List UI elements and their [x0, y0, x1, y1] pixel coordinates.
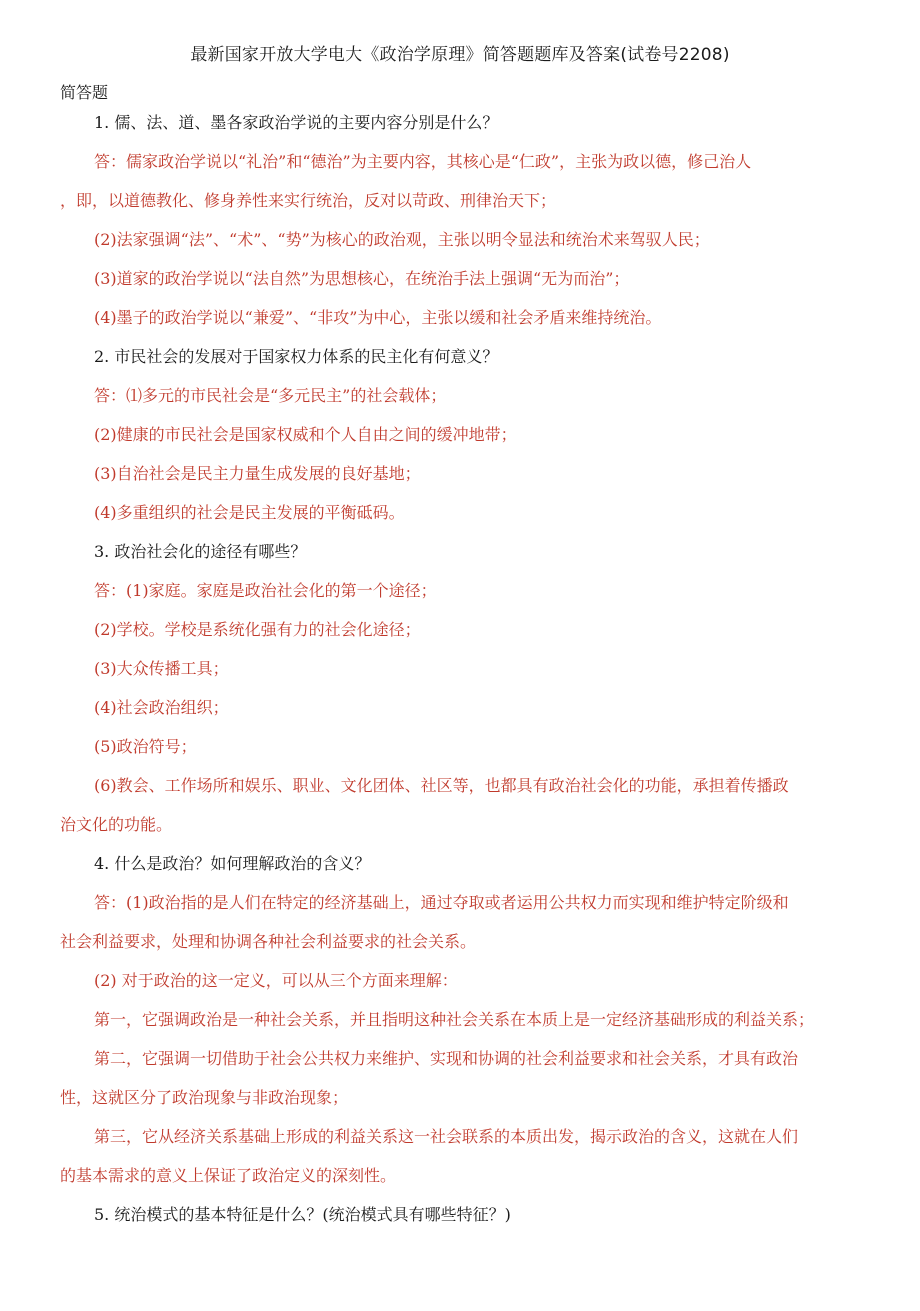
answer-line: 答：(1)家庭。家庭是政治社会化的第一个途径；	[94, 581, 437, 600]
answer-line: ，即，以道德教化、修身养性来实行统治，反对以苛政、刑律治天下；	[60, 191, 557, 210]
answer-line: (4)多重组织的社会是民主发展的平衡砥码。	[94, 503, 405, 522]
answer-line: 第二，它强调一切借助于社会公共权力来维护、实现和协调的社会利益要求和社会关系，才具有政治	[94, 1049, 799, 1068]
answer-line: (5)政治符号；	[94, 737, 197, 756]
answer-line: (3)大众传播工具；	[94, 659, 229, 678]
answer-line: (2)法家强调“法”、“术”、“势”为核心的政治观，主张以明令显法和统治术来驾驭人民；	[94, 230, 710, 249]
answer-line: (2) 对于政治的这一定义，可以从三个方面来理解：	[94, 971, 458, 990]
question-line: 3. 政治社会化的途径有哪些？	[94, 542, 307, 561]
question-line: 1. 儒、法、道、墨各家政治学说的主要内容分别是什么？	[94, 113, 499, 132]
question-line: 5. 统治模式的基本特征是什么？(统治模式具有哪些特征？)	[94, 1205, 511, 1224]
answer-line: (6)教会、工作场所和娱乐、职业、文化团体、社区等，也都具有政治社会化的功能，承担着传播政	[94, 776, 789, 795]
question-line: 2. 市民社会的发展对于国家权力体系的民主化有何意义？	[94, 347, 499, 366]
answer-line: (3)自治社会是民主力量生成发展的良好基地；	[94, 464, 421, 483]
answer-line: 的基本需求的意义上保证了政治定义的深刻性。	[60, 1166, 397, 1185]
answer-line: 性，这就区分了政治现象与非政治现象；	[60, 1088, 349, 1107]
answer-line: 治文化的功能。	[60, 815, 173, 834]
answer-line: (4)社会政治组织；	[94, 698, 229, 717]
answer-line: 社会利益要求，处理和协调各种社会利益要求的社会关系。	[60, 932, 477, 951]
answer-line: (3)道家的政治学说以“法自然”为思想核心，在统治手法上强调“无为而治”；	[94, 269, 630, 288]
section-label: 简答题	[60, 83, 109, 102]
page-title: 最新国家开放大学电大《政治学原理》简答题题库及答案(试卷号2208)	[190, 45, 730, 65]
qa-content	[60, 113, 860, 1225]
answer-line: (2)学校。学校是系统化强有力的社会化途径；	[94, 620, 421, 639]
question-line: 4. 什么是政治？如何理解政治的含义？	[94, 854, 371, 873]
answer-line: 答：⑴多元的市民社会是“多元民主”的社会载体；	[94, 386, 447, 405]
answer-line: 第一，它强调政治是一种社会关系，并且指明这种社会关系在本质上是一定经济基础形成的利益关系；	[94, 1010, 815, 1029]
answer-line: (2)健康的市民社会是国家权威和个人自由之间的缓冲地带；	[94, 425, 517, 444]
answer-line: 第三，它从经济关系基础上形成的利益关系这一社会联系的本质出发，揭示政治的含义，这就在人们	[94, 1127, 799, 1146]
answer-line: 答：(1)政治指的是人们在特定的经济基础上，通过夺取或者运用公共权力而实现和维护特定阶级和	[94, 893, 789, 912]
answer-line: (4)墨子的政治学说以“兼爱”、“非攻”为中心，主张以缓和社会矛盾来维持统治。	[94, 308, 662, 327]
answer-line: 答：儒家政治学说以“礼治”和“德治”为主要内容，其核心是“仁政”，主张为政以德，修己治人	[94, 152, 752, 171]
